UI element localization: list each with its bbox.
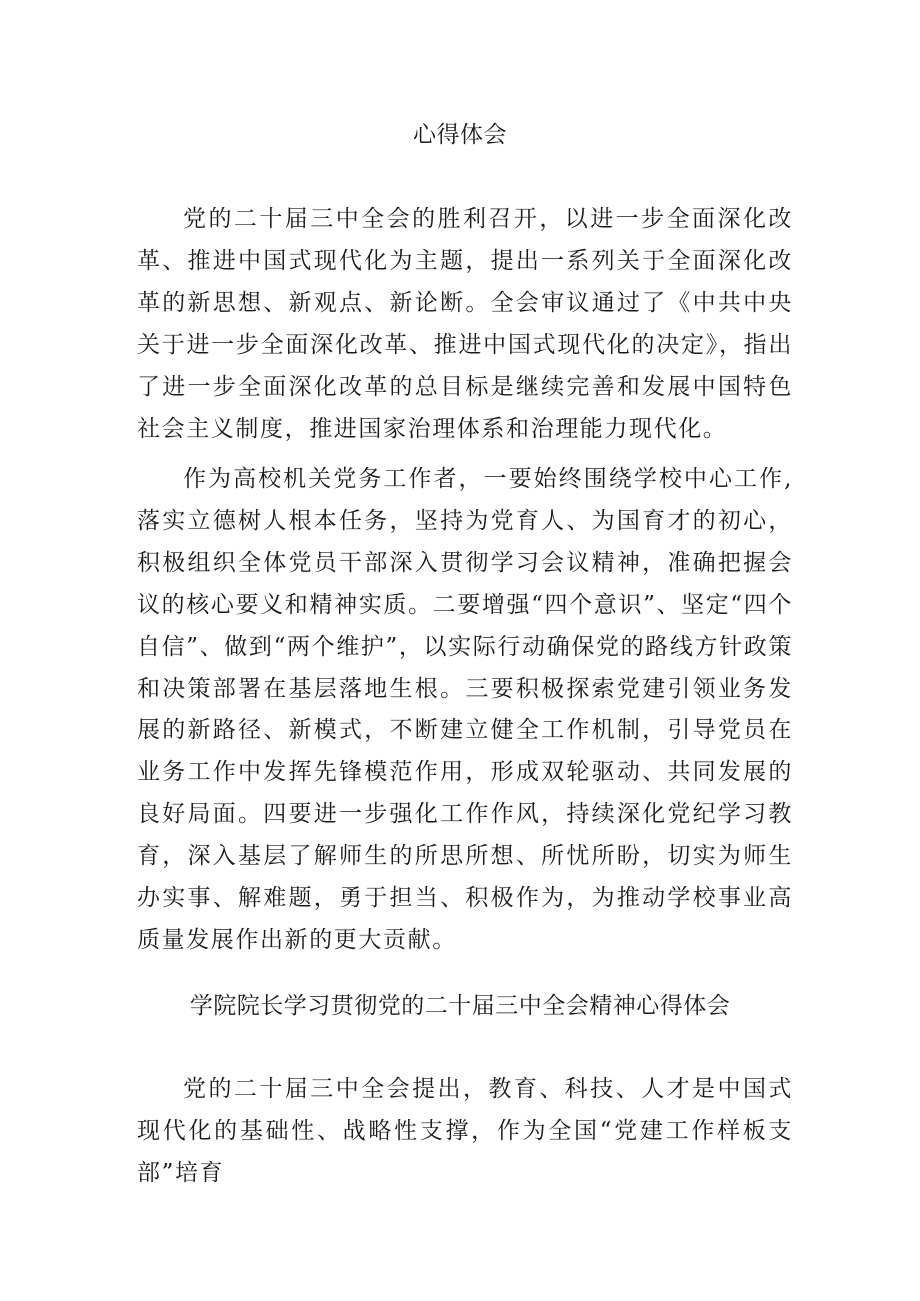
paragraph-intro: 党的二十届三中全会的胜利召开，以进一步全面深化改革、推进中国式现代化为主题，提出一系列关于全面深化改革的新思想、新观点、新论断。全会审议通过了《中共中央关于进一步全面深化改革、推进中国式现代化的决定》，指出了进一步全面深化改革的总目标是继续完善和发展中国特色社会主义制度，推进国家治理体系和治理能力现代化。 bbox=[137, 206, 793, 442]
paragraph-duties: 作为高校机关党务工作者，一要始终围绕学校中心工作,落实立德树人根本任务，坚持为党育人、为国育才的初心，积极组织全体党员干部深入贯彻学习会议精神，准确把握会议的核心要义和精神实质。二要增强“四个意识”、坚定“四个自信”、做到“两个维护”，以实际行动确保党的路线方针政策和决策部署在基层落地生根。三要积极探索党建引领业务发展的新路径、新模式，不断建立健全工作机制，引导党员在业务工作中发挥先锋模范作用，形成双轮驱动、共同发展的良好局面。四要进一步强化工作作风，持续深化党纪学习教育，深入基层了解师生的所思所想、所忧所盼，切实为师生办实事、解难题，勇于担当、积极作为，为推动学校事业高质量发展作出新的更大贡献。 bbox=[137, 466, 793, 953]
section-title: 学院院长学习贯彻党的二十届三中全会精神心得体会 bbox=[189, 993, 731, 1019]
document-title: 心得体会 bbox=[413, 122, 507, 148]
paragraph-section-intro: 党的二十届三中全会提出，教育、科技、人才是中国式现代化的基础性、战略性支撑，作为全国“党建工作样板支部”培育 bbox=[137, 1076, 793, 1186]
